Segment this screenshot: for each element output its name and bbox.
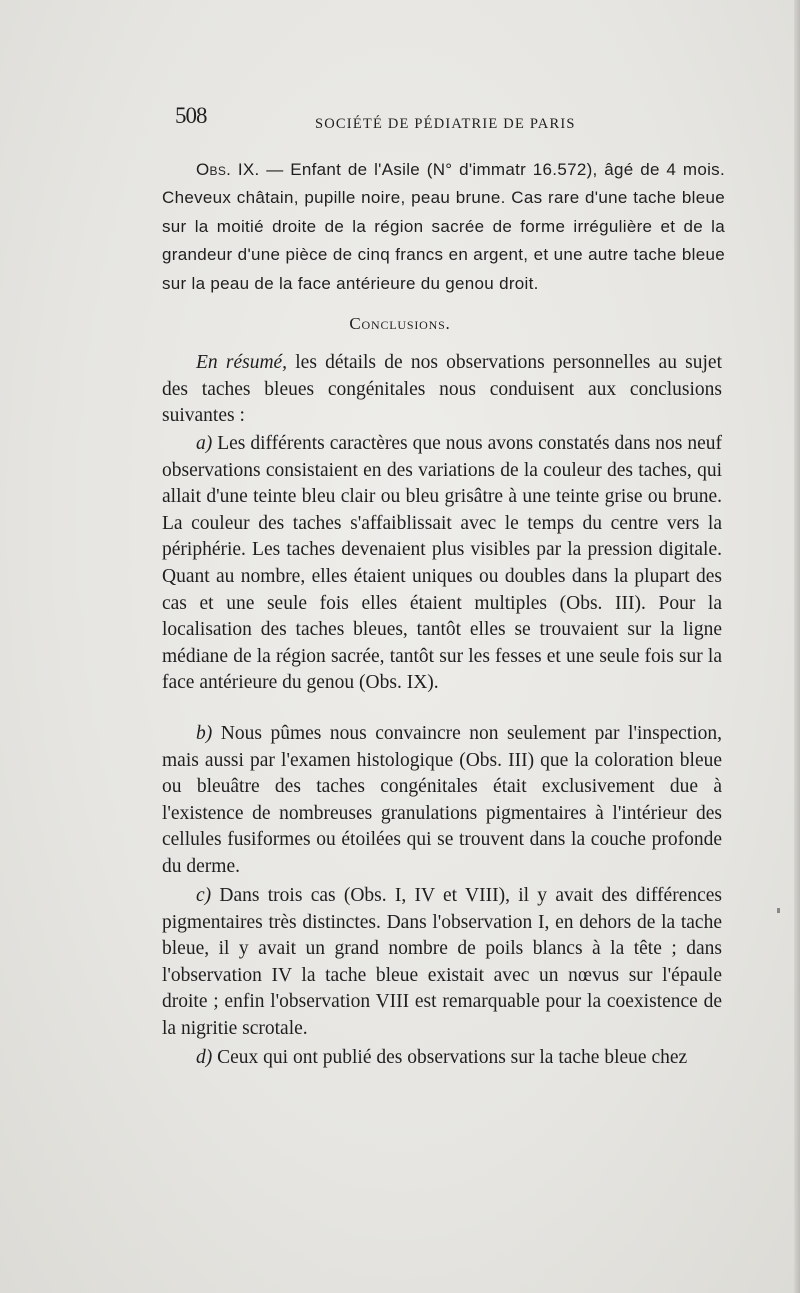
page-edge-shadow <box>794 0 800 1293</box>
conclusion-b <box>162 721 722 881</box>
section-heading: Conclusions. <box>349 314 451 333</box>
conclusion-c <box>162 883 722 1043</box>
intro-lead: En résumé, <box>196 352 288 373</box>
page-number: 508 <box>175 103 207 128</box>
item-text: Dans trois cas (Obs. I, IV et VIII), il y avait des différences pigmentaires très distinctes. Dans l'observation I, en dehors de la tache bleue, il y avait un grand nombre de poils blancs à la tête ; dans l'observation IV la tache bleue existait avec un nœvus sur l'épaule droite ; enfin l'observation VIII est remarquable pour la coexistence de la nigritie scrotale. <box>162 885 722 1039</box>
item-marker: a) <box>196 433 213 454</box>
conclusion-d <box>162 1045 722 1072</box>
observation-label: Obs. IX. <box>196 160 260 179</box>
item-marker: c) <box>196 885 212 906</box>
item-text: Les différents caractères que nous avons constatés dans nos neuf observations consistaient en des variations de la couleur des taches, qui allait d'une teinte bleu clair ou bleu grisâtre à une teinte grise ou brune. La couleur des taches s'affaiblissait avec le temps du centre vers la périphérie. Les taches devenaient plus visibles par la pression digitale. Quant au nombre, elles étaient uniques ou doubles dans la plupart des cas et une seule fois elles étaient multiples (Obs. III). Pour la localisation des taches bleues, tantôt elles se trouvaient sur la ligne médiane de la région sacrée, tantôt sur les fesses et une seule fois sur la face antérieure du genou (Obs. IX). <box>162 433 722 694</box>
intro-text: les détails de nos observations personnelles au sujet des taches bleues congénitales nous conduisent aux conclusions suivantes : <box>162 352 722 427</box>
item-marker: b) <box>196 723 213 744</box>
conclusion-a <box>162 431 722 697</box>
item-marker: d) <box>196 1047 213 1068</box>
scan-speck <box>777 908 780 913</box>
observation-text: — Enfant de l'Asile (N° d'immatr 16.572), âgé de 4 mois. Cheveux châtain, pupille noire, peau brune. Cas rare d'une tache bleue sur la moitié droite de la région sacrée de forme irrégulière et de la grandeur d'une pièce de cinq francs en argent, et une autre tache bleue sur la peau de la face antérieure du genou droit. <box>162 160 725 293</box>
intro-paragraph <box>162 350 722 430</box>
item-text: Nous pûmes nous convaincre non seulement par l'inspection, mais aussi par l'examen histologique (Obs. III) que la coloration bleue ou bleuâtre des taches congénitales était exclusivement due à l'existence de nombreuses granulations pigmentaires à l'intérieur des cellules fusiformes ou étoilées qui se trouvent dans la couche profonde du derme. <box>162 723 722 877</box>
item-text: Ceux qui ont publié des observations sur la tache bleue chez <box>212 1047 688 1068</box>
observation-ix <box>162 156 725 298</box>
running-title: SOCIÉTÉ DE PÉDIATRIE DE PARIS <box>315 116 576 132</box>
